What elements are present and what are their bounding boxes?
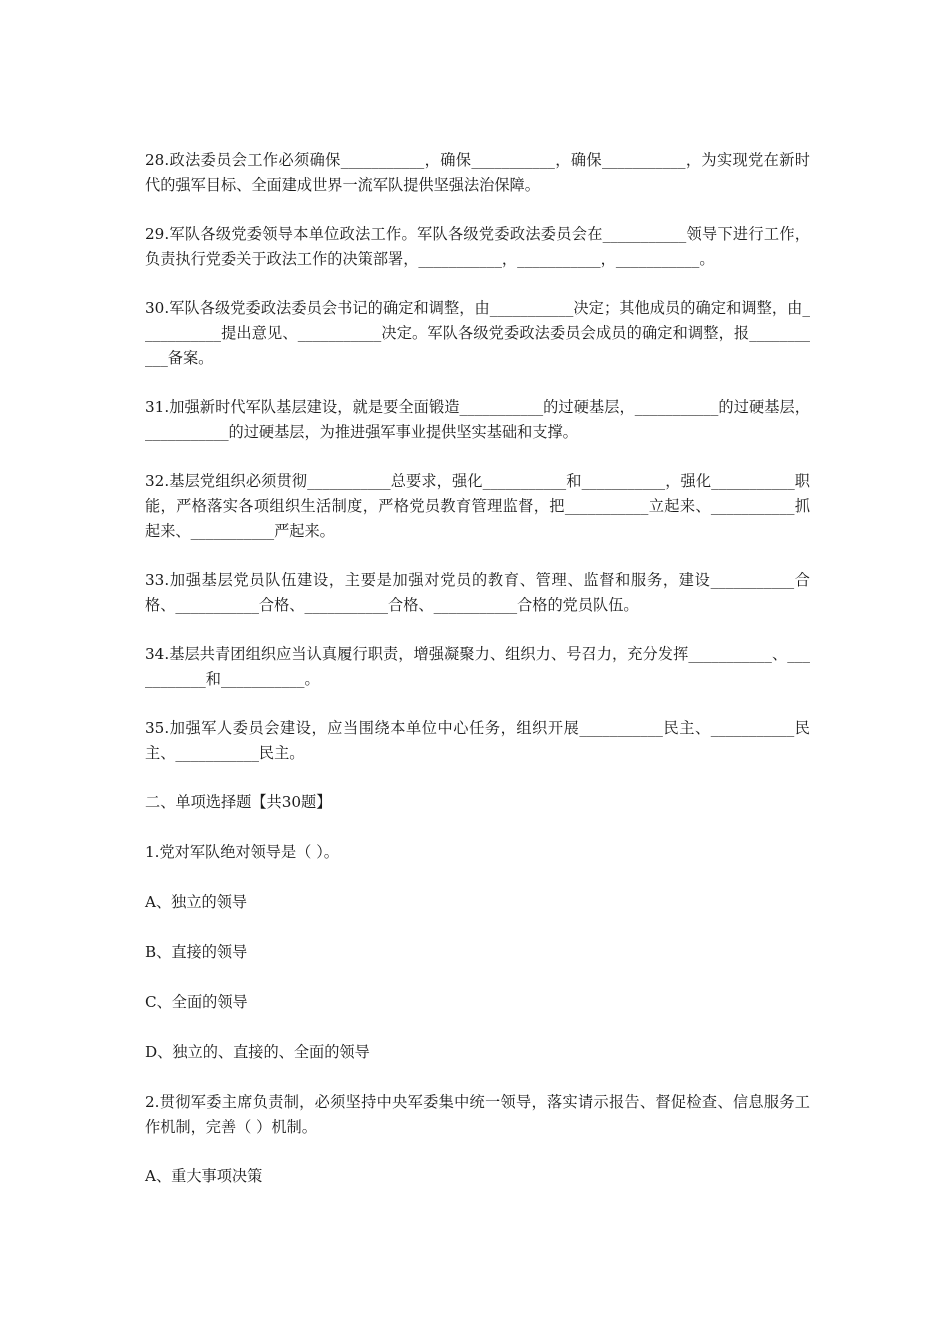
question-32: 32.基层党组织必须贯彻___________总要求，强化___________和___________，强化___________职能，严格落实各项组织生活制度，严格党员教育管理监督，把___________立起来、___________抓起来、___________严起来。	[145, 472, 810, 540]
choice-question-1-option-d: D、独立的、直接的、全面的领导	[145, 1043, 370, 1061]
question-28: 28.政法委员会工作必须确保___________，确保___________，确保___________，为实现党在新时代的强军目标、全面建成世界一流军队提供坚强法治保障。	[145, 151, 810, 194]
choice-question-1-option-b: B、直接的领导	[145, 943, 248, 961]
choice-question-2-stem: 2.贯彻军委主席负责制，必须坚持中央军委集中统一领导，落实请示报告、督促检查、信息服务工作机制，完善（ ）机制。	[145, 1093, 810, 1136]
page-content	[145, 148, 810, 1214]
choice-question-1-option-c: C、全面的领导	[145, 993, 248, 1011]
question-35: 35.加强军人委员会建设，应当围绕本单位中心任务，组织开展___________民主、___________民主、___________民主。	[145, 719, 810, 762]
question-34: 34.基层共青团组织应当认真履行职责，增强凝聚力、组织力、号召力，充分发挥___________、___________和___________。	[145, 645, 810, 688]
question-30: 30.军队各级党委政法委员会书记的确定和调整，由___________决定；其他成员的确定和调整，由___________提出意见、___________决定。军队各级党委政法委员会成员的确定和调整，报___________备案。	[145, 299, 810, 367]
question-31: 31.加强新时代军队基层建设，就是要全面锻造___________的过硬基层，___________的过硬基层，___________的过硬基层，为推进强军事业提供坚实基础和支撑。	[145, 398, 810, 441]
choice-question-2-option-a: A、重大事项决策	[145, 1167, 263, 1185]
section-heading: 二、单项选择题【共30题】	[145, 793, 332, 811]
choice-question-1-option-a: A、独立的领导	[145, 893, 248, 911]
question-33: 33.加强基层党员队伍建设，主要是加强对党员的教育、管理、监督和服务，建设___________合格、___________合格、___________合格、___________合格的党员队伍。	[145, 571, 810, 614]
choice-question-1-stem: 1.党对军队绝对领导是（ ）。	[145, 843, 339, 861]
question-29: 29.军队各级党委领导本单位政法工作。军队各级党委政法委员会在___________领导下进行工作，负责执行党委关于政法工作的决策部署，___________，___________，___________。	[145, 225, 810, 268]
